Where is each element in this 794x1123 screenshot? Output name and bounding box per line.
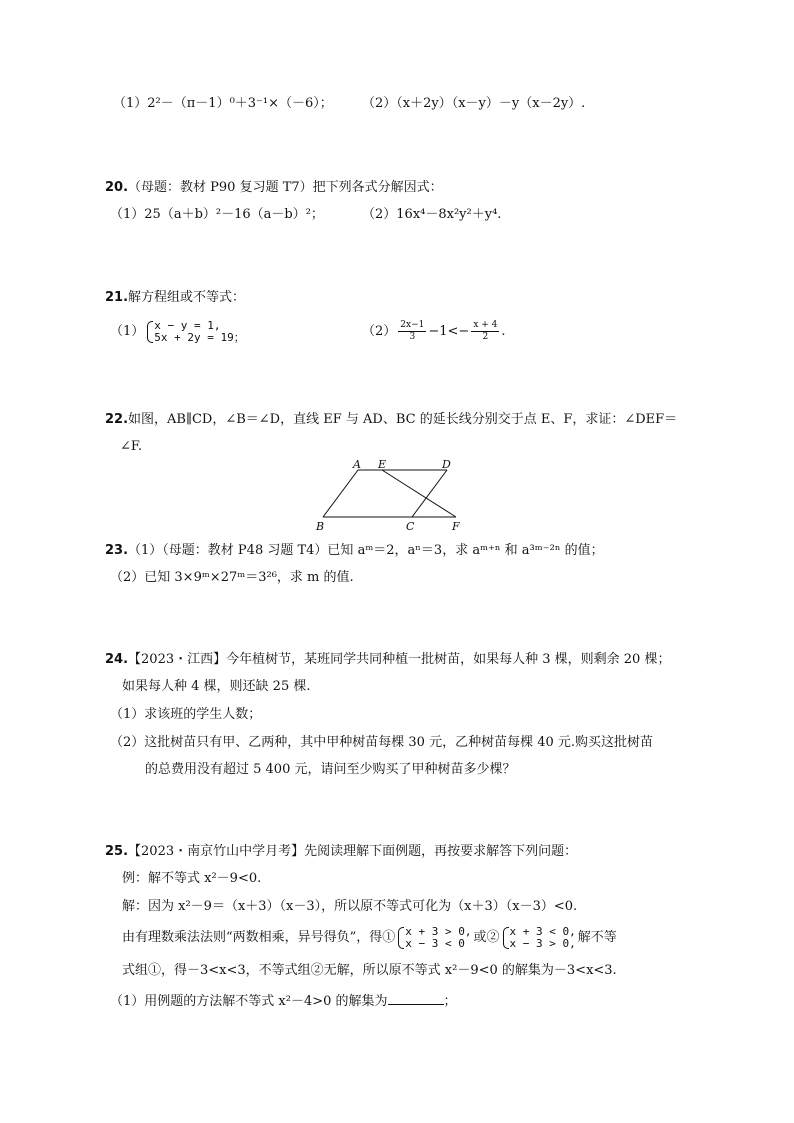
q25-line1: 【2023・南京竹山中学月考】先阅读理解下面例题，再按要求解答下列问题：	[128, 844, 578, 859]
q25-rule	[122, 924, 617, 952]
q25-part1-text: （1）用例题的方法解不等式 x²－4>0 的解集为	[110, 994, 388, 1009]
q25-example: 例：解不等式 x²－9<0.	[122, 871, 262, 886]
q22-line2: ∠F.	[120, 439, 143, 454]
inequality-system-2	[502, 926, 576, 950]
q25-rule-a: 由有理数乘法法则“两数相乘，异号得负”，得①	[122, 930, 396, 945]
q25-part1-end: ；	[443, 994, 457, 1009]
label-a: A	[353, 458, 361, 471]
q21-part1-label: （1）	[110, 324, 145, 339]
q23-stem	[105, 541, 604, 561]
fraction-1-denominator: 3	[409, 332, 416, 342]
inequality-system-1	[397, 926, 471, 950]
segment-ab	[323, 470, 358, 517]
fraction-2-numerator: x + 4	[473, 320, 498, 330]
q23-line2: （2）已知 3×9ᵐ×27ᵐ＝3²⁶，求 m 的值.	[110, 570, 354, 585]
q23-line1: （1）（母题：教材 P48 习题 T4）已知 aᵐ＝2，aⁿ＝3，求 aᵐ⁺ⁿ 和 a³ᵐ⁻²ⁿ 的值；	[128, 543, 604, 558]
q20-part2: （2）16x⁴－8x²y²＋y⁴.	[362, 207, 502, 222]
q24-part2-line2: 的总费用没有超过 5 400 元，请问至少购买了甲种树苗多少棵？	[145, 762, 516, 777]
q24-number: 24.	[105, 652, 129, 667]
label-d: D	[442, 458, 451, 471]
system-1-eq1: x + 3 > 0,	[405, 924, 472, 938]
equation-2: 5x + 2y = 19；	[154, 330, 245, 344]
q25-part1	[110, 990, 457, 1012]
system-2-eq2: x − 3 > 0,	[509, 936, 576, 950]
geometry-figure	[310, 458, 470, 536]
q22-stem	[105, 410, 677, 430]
answer-blank[interactable]	[388, 990, 444, 1005]
q24-stem	[105, 650, 670, 670]
q25-stem	[105, 842, 577, 862]
q22-line1: 如图，AB∥CD，∠B＝∠D，直线 EF 与 AD、BC 的延长线分别交于点 E、F，求证：∠DEF＝	[128, 412, 678, 427]
q24-part2-line1: （2）这批树苗只有甲、乙两种，其中甲种树苗每棵 30 元，乙种树苗每棵 40 元.购买这批树苗	[110, 735, 654, 750]
q22-number: 22.	[105, 412, 129, 427]
q25-rule-c: 解不等	[577, 930, 617, 945]
q20-text: （母题：教材 P90 复习题 T7）把下列各式分解因式：	[128, 180, 443, 195]
q21-text: 解方程组或不等式：	[128, 290, 246, 305]
system-2-eq1: x + 3 < 0,	[509, 924, 576, 938]
q21-part1	[110, 318, 247, 346]
q20-stem	[105, 178, 443, 198]
q25-solution: 解：因为 x²－9＝（x＋3）（x－3），所以原不等式可化为（x＋3）（x－3）<0.	[122, 899, 578, 914]
q19-part2: （2）（x＋2y）（x－y）－y（x－2y）.	[362, 96, 586, 111]
q20-part1: （1）25（a＋b）²－16（a－b）²；	[110, 207, 324, 222]
label-b: B	[316, 520, 325, 533]
q24-line2: 如果每人种 4 棵，则还缺 25 棵.	[122, 679, 311, 694]
fraction-1-numerator: 2x−1	[400, 320, 425, 330]
q24-line1: 【2023・江西】今年植树节，某班同学共同种植一批树苗，如果每人种 3 棵，则剩余 20 棵；	[128, 652, 671, 667]
inequality-middle: −1<−	[428, 324, 470, 339]
label-c: C	[406, 520, 415, 533]
q25-number: 25.	[105, 844, 129, 859]
equation-1: x − y = 1,	[154, 318, 221, 332]
q25-line-end: 式组①，得－3<x<3，不等式组②无解，所以原不等式 x²－9<0 的解集为－3<x<3.	[122, 963, 617, 978]
segment-dc	[412, 470, 447, 517]
system-1-eq2: x − 3 < 0	[405, 936, 465, 950]
inequality-end: .	[501, 324, 506, 339]
segment-ef	[382, 470, 456, 517]
q21-stem	[105, 288, 245, 308]
q24-part1: （1）求该班的学生人数；	[110, 707, 262, 722]
q21-number: 21.	[105, 290, 129, 305]
fraction-2-denominator: 2	[482, 332, 489, 342]
fraction-1	[398, 320, 426, 343]
q21-part2	[362, 318, 506, 346]
q23-number: 23.	[105, 543, 129, 558]
equation-system	[146, 320, 244, 344]
q21-part2-label: （2）	[362, 324, 397, 339]
fraction-2	[471, 320, 499, 343]
q25-rule-b: 或②	[473, 930, 500, 945]
q19-part1: （1）2²－（π－1）⁰＋3⁻¹×（－6）；	[113, 96, 333, 111]
q20-number: 20.	[105, 180, 129, 195]
label-e: E	[378, 458, 387, 471]
label-f: F	[452, 520, 460, 533]
